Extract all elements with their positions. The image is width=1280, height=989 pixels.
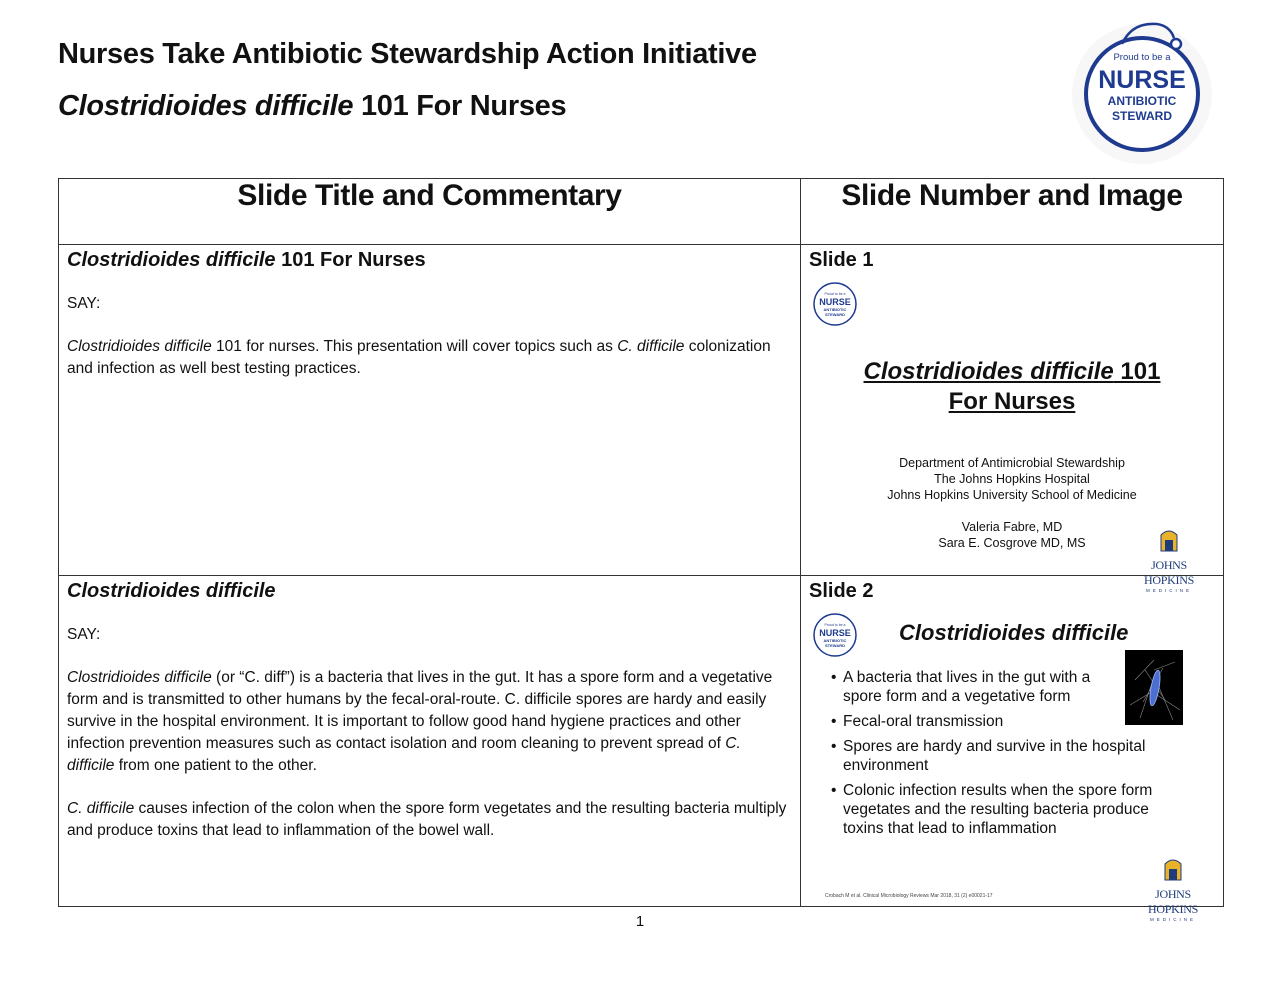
slide1-author1: Valeria Fabre, MD	[961, 520, 1063, 534]
row-title-italic: Clostridioides difficile	[67, 580, 276, 602]
subtitle-italic: Clostridioides difficile	[58, 90, 354, 122]
list-item: • Fecal-oral transmission	[831, 712, 1176, 731]
logo-line2: NURSE	[819, 297, 851, 307]
nurse-steward-logo	[1062, 14, 1220, 164]
document-subtitle	[58, 90, 566, 123]
jh-sub: MEDICINE	[1145, 588, 1192, 593]
text-run: from one patient to the other.	[114, 757, 317, 774]
logo-line1: Proud to be a	[1113, 52, 1171, 63]
logo-line2: NURSE	[1098, 66, 1186, 94]
slide2-bullets	[831, 668, 1176, 844]
text-run: colonization and infection as well best testing practices.	[67, 338, 771, 377]
row-title-rest: 101 For Nurses	[275, 249, 426, 271]
text-run: 101 for nurses. This presentation will cover topics such as	[211, 338, 618, 355]
commentary-paragraph	[67, 667, 792, 777]
commentary-table	[58, 178, 1224, 922]
johns-hopkins-logo	[1129, 527, 1209, 593]
nurse-steward-logo-small	[811, 280, 859, 328]
slide-number: Slide 1	[809, 249, 874, 271]
subtitle-rest: 101 For Nurses	[353, 90, 567, 122]
commentary-cell	[59, 576, 801, 907]
slide2-reference: Crobach M et al. Clinical Microbiology Reviews Mar 2018, 31 (2) e00021-17	[825, 893, 993, 899]
slide1-title-italic: Clostridioides difficile	[863, 358, 1114, 385]
logo-line3: ANTIBIOTIC	[823, 638, 847, 643]
list-item: • Colonic infection results when the spore form vegetates and the resulting bacteria produce toxins that lead to inflammation	[831, 781, 1176, 838]
column-header-slide: Slide Number and Image	[801, 179, 1224, 245]
row-title-italic: Clostridioides difficile	[67, 249, 276, 271]
logo-line4: STEWARD	[825, 643, 845, 648]
slide1-title	[801, 357, 1223, 417]
slide2-title: Clostridioides difficile	[899, 620, 1129, 645]
logo-line2: NURSE	[819, 628, 851, 638]
slide1-affiliation	[801, 455, 1223, 503]
logo-line1: Proud to be a	[824, 292, 846, 296]
slide1-title-rest: 101	[1113, 358, 1161, 385]
logo-line1: Proud to be a	[824, 623, 846, 627]
document-title: Nurses Take Antibiotic Stewardship Action Initiative	[58, 38, 757, 70]
slide1-hospital: The Johns Hopkins Hospital	[934, 472, 1090, 486]
italic-term: Clostridioides difficile	[67, 669, 212, 686]
list-item: • A bacteria that lives in the gut with a spore form and a vegetative form	[831, 668, 1111, 706]
table-row	[59, 245, 1224, 576]
italic-term: Clostridioides difficile	[67, 338, 212, 355]
slide1-dept: Department of Antimicrobial Stewardship	[899, 456, 1125, 470]
say-label: SAY:	[67, 295, 101, 312]
say-label: SAY:	[67, 626, 101, 643]
jh-name: JOHNS HOPKINS	[1148, 887, 1198, 916]
johns-hopkins-logo	[1133, 856, 1213, 922]
jh-name: JOHNS HOPKINS	[1144, 558, 1194, 587]
logo-line3: ANTIBIOTIC	[823, 307, 847, 312]
slide1-author2: Sara E. Cosgrove MD, MS	[938, 536, 1086, 550]
logo-line4: STEWARD	[1112, 109, 1172, 123]
italic-term: C. difficile	[67, 735, 741, 774]
page-number: 1	[635, 913, 645, 930]
nurse-steward-logo-small	[811, 611, 859, 659]
column-header-commentary: Slide Title and Commentary	[59, 179, 801, 245]
jh-sub: MEDICINE	[1149, 917, 1196, 922]
row-title	[67, 249, 792, 271]
slide1-school: Johns Hopkins University School of Medicine	[887, 488, 1137, 502]
commentary-cell	[59, 245, 801, 576]
commentary-paragraph	[67, 336, 792, 380]
logo-line4: STEWARD	[825, 312, 845, 317]
italic-term: C. difficile	[67, 800, 135, 817]
table-row	[59, 576, 1224, 907]
commentary-paragraph	[67, 798, 792, 842]
slide-number: Slide 2	[809, 580, 874, 602]
slide-cell	[801, 576, 1224, 922]
shield-icon	[1129, 527, 1209, 553]
text-run: (or “C. diff”) is a bacteria that lives in the gut. It has a spore form and a vegetative form and is transmitted to other humans by the fecal-oral-route. C. difficile spores are hardy and easily survive in the hospital environment. It is important to follow good hand hygiene practices and other infection prevention measures such as contact isolation and room cleaning to prevent spread of	[67, 669, 773, 752]
text-run: causes infection of the colon when the spore form vegetates and the resulting bacteria multiply and produce toxins that lead to inflammation of the bowel wall.	[67, 800, 787, 839]
logo-line3: ANTIBIOTIC	[1107, 94, 1177, 108]
slide1-title-line2: For Nurses	[948, 388, 1076, 415]
row-title	[67, 580, 792, 602]
shield-icon	[1133, 856, 1213, 882]
list-item: • Spores are hardy and survive in the hospital environment	[831, 737, 1176, 775]
italic-term: C. difficile	[617, 338, 685, 355]
